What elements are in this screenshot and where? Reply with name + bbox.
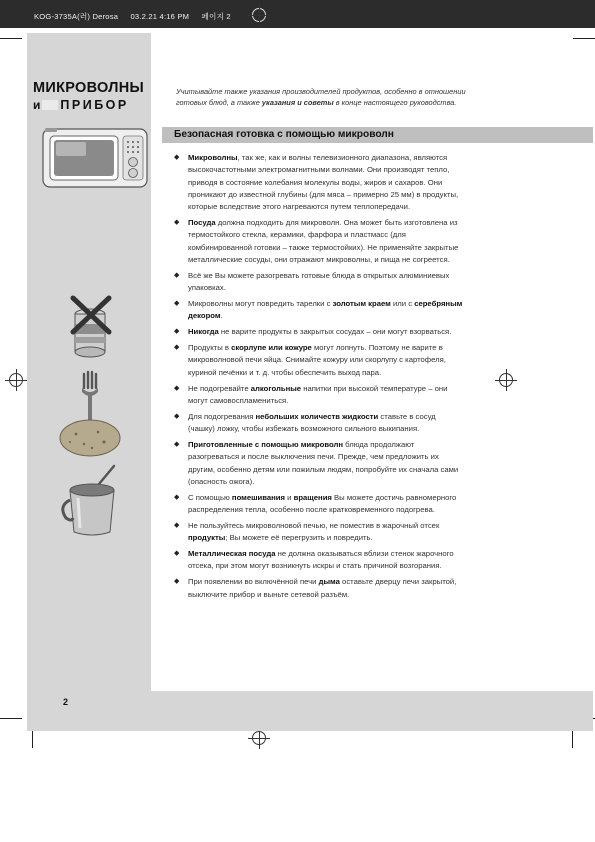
list-item: [174, 270, 464, 295]
bullet-lead: Микроволны: [188, 153, 238, 162]
diamond-bullet-icon: ◆: [174, 154, 180, 161]
bullet-text: С помощью: [188, 492, 232, 502]
bullet-text: и: [285, 492, 294, 502]
bullet-lead: вращения: [293, 492, 332, 502]
decor-mark: [42, 100, 58, 110]
chapter-title: МИКРОВОЛНЫ: [33, 80, 144, 96]
bullet-text: не должна оказываться вблизи стенок жарочного отсека, при этом могут возникнуть искры и стать причиной возгорания.: [188, 549, 454, 571]
bullet-text: При появлении во включённой печи: [188, 577, 319, 587]
bullet-text: .: [220, 311, 223, 321]
bullet-text: блюда продолжают разогреваться и после выключения печи. Прежде, чем предложить их другим, особенно детям или пожилым людям, попробуйте их сначала сами (опасность ожога).: [188, 439, 459, 486]
bullet-lead: небольших количеств жидкости: [255, 411, 379, 421]
bullet-text: Всё же Вы можете разогревать готовые блюда в открытых алюминиевых упаковках.: [188, 270, 450, 293]
print-page-label: 페이지 2: [201, 12, 231, 21]
crop-mark: [0, 38, 22, 39]
print-file-name: KOG-3735A(러) Derosa: [34, 12, 119, 21]
bullet-lead: продукты: [188, 533, 226, 543]
page-number: 2: [63, 697, 69, 707]
diamond-bullet-icon: ◆: [174, 493, 180, 501]
list-item: [174, 342, 464, 379]
list-item: [174, 326, 464, 338]
diamond-bullet-icon: ◆: [174, 271, 180, 279]
bullet-lead: дыма: [318, 577, 340, 587]
list-item: [174, 520, 464, 545]
diamond-bullet-icon: ◆: [174, 384, 180, 392]
list-item: [174, 439, 464, 488]
footer-band: [27, 691, 593, 731]
section-title: Безопасная готовка с помощью микроволн: [174, 129, 394, 140]
list-item: [174, 548, 464, 573]
bullet-lead: алкогольные: [250, 383, 302, 393]
bullet-text: не варите продукты в закрытых сосудах – они могут взорваться.: [218, 327, 452, 337]
intro-note: [176, 86, 486, 108]
diamond-bullet-icon: ◆: [174, 344, 180, 352]
crop-mark: [573, 38, 595, 39]
list-item: [174, 298, 464, 323]
microwave-oven-icon: [41, 126, 149, 190]
bullet-lead: серебряным декором: [188, 299, 463, 321]
intro-bold: указания и советы: [261, 98, 334, 107]
bullet-text: напитки при высокой температуре – они могут самовоспламениться.: [188, 383, 448, 405]
registration-mark-left: [9, 373, 23, 387]
bullet-lead: Никогда: [188, 327, 219, 337]
print-datetime: 03.2.21 4:16 PM: [130, 12, 190, 21]
diamond-bullet-icon: ◆: [174, 219, 180, 227]
diamond-bullet-icon: ◆: [174, 440, 180, 448]
registration-mark-bottom: [252, 731, 266, 745]
bullet-text: могут лопнуть. Поэтому не варите в микроволновой печи яйца. Снимайте кожуру или скорлупу с картофеля, куриной печёнки и т. д. чтобы обеспечить выход пара.: [188, 343, 446, 377]
registration-mark-right: [499, 373, 513, 387]
bullet-text: Продукты в: [188, 343, 232, 353]
bullet-text: или с: [390, 299, 415, 309]
chapter-subtitle-prefix: и: [33, 98, 41, 112]
list-item: [174, 217, 464, 266]
bullet-text: ; Вы можете её перегрузить и повредить.: [225, 533, 373, 543]
bullet-text: Не пользуйтесь микроволновой печью, не поместив в жарочный отсек: [188, 520, 440, 530]
diamond-bullet-icon: ◆: [174, 550, 180, 558]
diamond-bullet-icon: ◆: [174, 578, 180, 586]
print-header-text: [34, 11, 241, 22]
bullet-text: , так же, как и волны телевизионного диапазона, являются высокочастотными электромагнитными волнами. Они производят тепло, приводя в состояние колебания молекулы воды, жиров и сахаров. Они проникают до известной глубины (для мяса – примерно 25 мм) в продукты, которые вследствие этого нагреваются путем теплопередачи.: [188, 153, 459, 212]
bullet-lead: золотым краем: [332, 299, 391, 309]
cup-with-spoon-icon: [60, 462, 126, 538]
diamond-bullet-icon: ◆: [174, 521, 180, 529]
list-item: [174, 576, 464, 601]
list-item: [174, 411, 464, 436]
bullet-text: Вы можете достичь равномерного распределения тепла, особенно после кратковременного подогрева.: [188, 492, 457, 515]
crop-mark: [0, 718, 22, 719]
diamond-bullet-icon: ◆: [174, 412, 180, 420]
registration-mark-top: [252, 8, 266, 22]
list-item: [174, 383, 464, 408]
chapter-subtitle: [33, 96, 129, 114]
chapter-subtitle-word: ПРИБОР: [60, 98, 129, 112]
fork-in-potato-icon: [58, 370, 124, 460]
bullet-lead: помешивания: [231, 492, 286, 502]
bullet-lead: Металлическая посуда: [188, 549, 276, 559]
bullet-text: Для подогревания: [188, 411, 256, 421]
bullet-text: Микроволны могут повредить тарелки с: [188, 299, 333, 309]
bullet-lead: Приготовленные с помощью микроволн: [188, 439, 344, 449]
bullet-lead: скорлупе или кожуре: [231, 343, 312, 353]
no-metal-can-icon: [65, 292, 115, 362]
intro-text: Учитывайте также указания производителей продуктов, особенно в отношении готовых блюд, а также: [176, 87, 466, 107]
bullet-text: оставьте дверцу печи закрытой, выключите прибор и выньте сетевой разъём.: [188, 577, 457, 599]
bullet-text: должна подходить для микроволн. Она может быть изготовлена из термостойкого стекла, керамики, фарфора и пластмасс (для комбинированной готовки – также термостойких). Не применяйте закрытые металлические сосуды, они отражают микроволны, и пища не согреется.: [188, 218, 459, 264]
list-item: [174, 152, 464, 213]
bullet-lead: Посуда: [188, 218, 216, 228]
intro-text-end: в конце настоящего руководства.: [333, 98, 457, 107]
safety-bullet-list: [174, 152, 464, 605]
bullet-text: Не подогревайте: [188, 383, 251, 393]
diamond-bullet-icon: ◆: [174, 328, 180, 336]
diamond-bullet-icon: ◆: [174, 300, 180, 308]
list-item: [174, 492, 464, 517]
bullet-text: ставьте в сосуд (чашку) ложку, чтобы избежать возможного сильного выкипания.: [188, 411, 436, 434]
